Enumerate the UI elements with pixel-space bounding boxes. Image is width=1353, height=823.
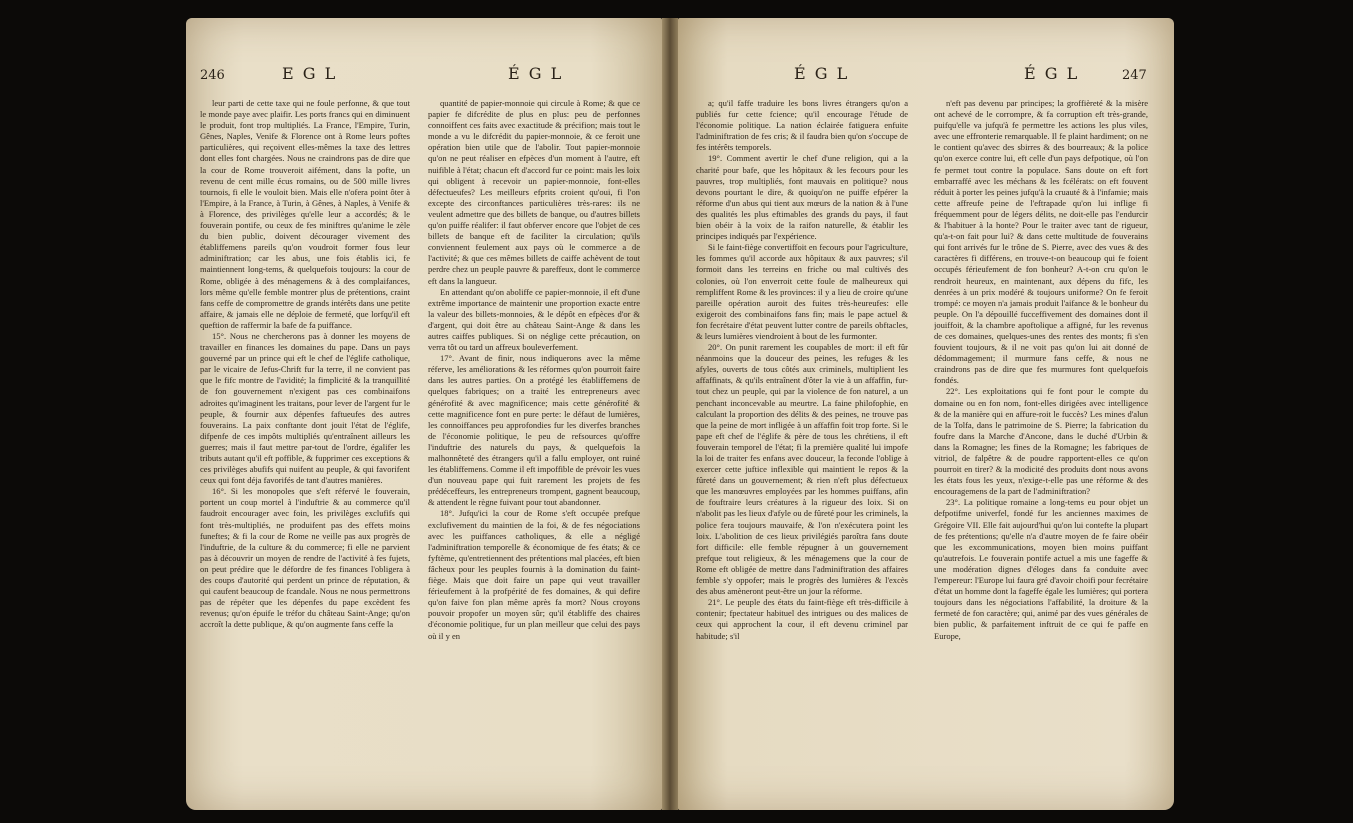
right-column-2 [934,98,1148,806]
paragraph: 19°. Comment avertir le chef d'une religion, qui a la charité pour bafe, que les hôpitaux & les fecours pour les pauvres, trop multipliés, font mauvais en politique? nous devons pourtant le dire, & quoiqu'on ne puiffe efpérer la réforme d'un abus qui tient aux mœurs de la nation & à l'une des qualités les plus eftimables des grands du pays, il faut bien obéir à la voix de la raifon naturelle, & établir les principes indiqués par l'expérience. [696,153,908,242]
paragraph: quantité de papier-monnoie qui circule à Rome; & que ce papier fe difcrédite de plus en plus: peu de perfonnes connoiffent ces faits avec exactitude & précifion; mais tout le monde a vu le difcrédit du papier-monnoie, & ce feroit une opération bien utile que de l'abolir. Tout papier-monnoie qu'on ne peut réaliser en efpèces d'un moment à l'autre, eft nuifible à l'état; chacun eft d'accord fur ce point: mais les loix qui obligent à recevoir un papier-monnoie, font-elles défectueufes? Les meilleurs efprits croient qu'oui, fi l'on excepte des circonftances particulières très-rares: ils ne veulent admettre que des billets de banque, ou d'autres billets qu'on puiffe réalifer: il faut obferver encore que l'objet de ces billets de banque eft de faciliter la circulation; qu'ils conviennent feulement aux pays où le commerce a de l'activité; & que ces mêmes billets de caiffe achèvent de tout perdre chez un peuple pauvre & pareffeux, dont le commerce eft dans la langueur. [428,98,640,286]
paragraph: a; qu'il faffe traduire les bons livres étrangers qu'on a publiés fur cette fcience; qu'il encourage l'étude de l'économie politique. La nation éclairée fatiguera enfuite l'adminiftration de fes cris; & il faudra bien qu'on s'occupe de fes intérêts temporels. [696,98,908,153]
paragraph: 22°. Les exploitations qui fe font pour le compte du domaine ou en fon nom, font-elles dirigées avec intelligence & de la manière qui en affure-roit le fuccès? Les mines d'alun de la Tolfa, dans le patrimoine de S. Pierre; la fabrication du foufre dans la Marche d'Ancone, dans le duché d'Urbin & dans la Romagne; les fines de la Romagne; les fabriques de vitriol, de falpêtre & de poudre rapportent-elles ce qu'on pourroit en tirer? & la modicité des produits dont nous avons les états fous les yeux, n'exige-t-elle pas une réforme & des encouragemens de la part de l'adminiftration? [934,386,1148,497]
paragraph: leur parti de cette taxe qui ne foule perfonne, & que tout le monde paye avec plaifir. Les ports francs qui en diminuent le produit, font trop multipliés. La France, l'Empire, Turin, Gênes, Naples, Venife & Florence ont à Rome leurs poftes particulières, qui reçoivent elles-mêmes la taxe des lettres dont elles font chargées. Nous ne craindrons pas de dire que la cour de Rome trouveroit aifément, dans la pofte, un revenu de cent mille écus romains, ou de 500 mille livres tournois, fi elle le vouloit bien. Mais elle n'ofera point ôter à l'Empire, à la France, à Turin, à Gênes, à Naples, à Venife & à Florence, des privilèges qu'elle leur a accordés; & le fouverain pontife, ou ceux de fes miniftres qu'anime le zèle du bien public, doivent décourager vivement des établiffemens pareils qu'on voudroit former fous leur adminiftration; car les abus, une fois établis ici, fe maintiennent long-tems, & quelquefois toujours: la cour de Rome, obligée à des ménagemens & à des complaifances, lors même qu'elle femble montrer plus de prétentions, craint fans ceffe de compromettre de grands intérêts dans une petite affaire, & jamais elle ne déploie de fermeté, que lorfqu'il eft queftion de raffermir la bafe de fa puiffance. [200,98,410,330]
book-gutter [662,18,678,810]
right-column-1 [696,98,908,806]
right-page-number: 247 [1122,68,1147,83]
paragraph: 16°. Si les monopoles que s'eft réfervé le fouverain, portent un coup mortel à l'induftrie & au commerce qu'il faudroit encourager avec foin, les privilèges exclufifs qui font très-multipliés, ne produifent pas des effets moins funeftes; & fi la cour de Rome ne veille pas aux progrès de l'induftrie, de la culture & du commerce; fi elle ne parvient pas à découvrir un moyen de rendre de l'activité à fes fujets, on peut prédire que le défordre de fes finances l'obligera à des coups d'autorité qui perdent un prince de réputation, & qui caufent beaucoup de fcandale. Nous ne nous permettrons pas de répéter que les dépenfes du pape excèdent fes revenus; qu'on épuife le tréfor du château Saint-Ange; qu'on accroît la dette publique, & qu'on augmente fans ceffe la [200,486,410,630]
paragraph: 23°. La politique romaine a long-tems eu pour objet un defpotifme univerfel, fondé fur les anciennes maximes de Grégoire VII. Elle fait aujourd'hui qu'on lui contefte la plupart de fes prétentions; qu'elle n'a d'autre moyen de fe faire obéir que les excommunications, moyen bien moins puiffant qu'autrefois. Le fouverain pontife actuel a mis une fageffe & une modération dignes d'éloges dans fa conduite avec l'empereur: l'Europe lui faura gré d'avoir choifi pour fecrétaire d'état un homme dont la fageffe égale les lumières; qui portera toujours dans les négociations l'affabilité, la droiture & la fermeté de fon caractère; qui, animé par des vues générales de bien public, & parfaitement inftruit de ce qui fe paffe en Europe, [934,497,1148,641]
left-column-1 [200,98,410,806]
left-column-2 [428,98,640,806]
paragraph: 15°. Nous ne chercherons pas à donner les moyens de travailler en finances les domaines du pape. Dans un pays gouverné par un prince qui eft le chef de l'églife catholique, par le vicaire de Jefus-Chrift fur la terre, il ne convient pas que le fifc montre de l'avidité; la fimplicité & la tranquillité de fon gouvernement n'exigent pas ces combinaifons adroites qu'imaginent les traitans, pour lever de l'argent fur le peuple, & fournir aux dépenfes faftueufes des autres fouverains. La paix conftante dont jouit l'état de l'églife, difpenfe de ces impôts multipliés qu'entraînent ailleurs les guerres; mais il faut mettre par-tout de l'ordre, égalifer les tributs autant qu'il eft poffible, & fupprimer ces exceptions & ces privilèges abufifs qui nuifent au peuple, & qui favorifent ceux qui font déja favorifés de tant d'autres manières. [200,330,410,486]
right-page [678,18,1174,810]
paragraph: En attendant qu'on aboliffe ce papier-monnoie, il eft d'une extrême importance de maintenir une proportion exacte entre la valeur des billets-monnoies, & le dépôt en efpèces d'or & d'argent, qui doit être au château Saint-Ange & dans les autres caiffes publiques. Si on néglige cette précaution, on verra tôt ou tard un affreux bouleverfement. [428,286,640,353]
paragraph: 21°. Le peuple des états du faint-fiège eft très-difficile à contenir; fpectateur habituel des intrigues ou des malices de ceux qui approchent la cour, il eft devenu criminel par habitude; s'il [696,597,908,641]
left-header-right: É G L [508,64,564,83]
left-page [186,18,662,810]
paragraph: Si le faint-fiège convertiffoit en fecours pour l'agriculture, les fommes qu'il accorde aux hôpitaux & aux pauvres; s'il formoit dans les terreins en friche ou mal cultivés des colonies, où l'on enverroit cette foule de malheureux qui rempliffent Rome & les provinces: il y a lieu de croire qu'une pareille opération auroit des fuites très-heureufes: elle exigeroit des combinaifons fans fin; mais le pape actuel & fon fecrétaire d'état peuvent lutter contre de pareils obftacles, & leurs lumières viendroient à bout de les furmonter. [696,242,908,341]
paragraph: 17°. Avant de finir, nous indiquerons avec la même réferve, les améliorations & les réformes qu'on pourroit faire dans les autres parties. On a protégé les établiffemens de quelques fabriques; on a traité les entrepreneurs avec générofité & avec magnificence; mais cette générofité & cette magnificence font en pure perte: le défaut de lumières, les connoiffances peu approfondies fur les diverfes branches de l'économie politique, le peu de refsources qu'offre l'induftrie des naturels du pays, & quelquefois la malhonnêteté des étrangers qu'il a fallu employer, ont ruiné les établiffemens. Comme il eft impoffible de prévoir les vues d'un nouveau pape qui fuit rarement les projets de fes prédéceffeurs, les entrepreneurs trompent, gagnent beaucoup, & attendent le règne fuivant pour tout abandonner. [428,353,640,508]
right-header-right: É G L [1024,64,1080,83]
paragraph: 18°. Jufqu'ici la cour de Rome s'eft occupée prefque exclufivement du maintien de la foi, & de fes négociations avec les puiffances catholiques, & elle a négligé l'adminiftration temporelle & économique de fes états; & ce fyftème, qu'entretiennent des prétentions mal placées, eft bien fâcheux pour les peuples fournis à la domination du faint-fiège. Mais que doit faire un pape qui veut travailler férieufement à la profpérité de fes domaines, & qui defire qu'on faive fon plan même après fa mort? Nous croyons pouvoir propofer un moyen sûr; qu'il établiffe des chaires d'économie politique, fur un plan meilleur que celui des pays où il y en [428,508,640,641]
left-page-number: 246 [200,68,225,83]
paragraph: 20°. On punit rarement les coupables de mort: il eft fûr néanmoins que la douceur des peines, les refuges & les afyles, ouverts de tous côtés aux criminels, multiplient les affaffinats, & qu'ils entraînent d'ôter la vie à un affaffin, fur-tout chez un peuple, qui par la violence de fon naturel, a un penchant inconcevable au meurtre. La faine philofophie, en calculant la proportion des délits & des peines, ne trouve pas que la peine de mort infligée à un affaffin foit trop forte. Si le pape eft chef de l'églife & père de tous les chrétiens, il eft fouverain temporel de l'état; fi la première qualité lui impofe la loi de traiter fes enfans avec douceur, la feconde l'oblige à exercer cette juftice inflexible qui maintient le repos & la fûreté dans un gouvernement; & rien n'eft plus défectueux que les manœuvres employées par les hommes puiffans, afin de fouftraire leurs créatures à la rigueur des loix. Si on n'abolit pas les lieux d'afyle ou de fûreté pour les criminels, la police fera toujours mauvaife, & l'on n'exécutera point les loix. L'abolition de ces lieux privilégiés paroîtra fans doute fort difficile: elle femble répugner à un gouvernement prefque tout religieux, & les ménagemens que la cour de Rome eft obligée de mettre dans l'adminiftration des affaires femble s'y oppofer; mais le progrès des lumières & l'excès des abus amèneront peut-être un jour la réforme. [696,342,908,597]
paragraph: n'eft pas devenu par principes; la groffièreté & la misère ont achevé de le corrompre, & fa corruption eft très-grande, puifqu'elle va jufqu'à fe permettre les actions les plus viles, avec une effronterie remarquable. Il fe plaint hardiment; on ne le contient qu'avec des sbirres & des bourreaux; & la police qu'on exerce contre lui, eft celle d'un pays defpotique, où l'on fe permet tout contre la populace. Sans doute on eft fort embarraffé avec les méchans & les fcélérats: on eft fouvent réduit à porter les peines jufqu'à la cruauté & à l'infamie; mais cette affreufe peine de l'eftrapade qu'on lui inflige fi fréquemment pour de légers délits, ne doit-elle pas l'endurcir & l'habituer à la honte? Pour le traiter avec tant de rigueur, qu'a-t-on fait pour lui? & dans cette multitude de fouverains qui font arrivés fur le trône de S. Pierre, avec des vues & des caractères fi différens, en trouve-t-on beaucoup qui fe foient occupés férieufement de fon bonheur? A-t-on cru qu'on le rendroit heureux, en maintenant, aux dépens du fifc, les denrées à un prix modéré & toujours uniforme? On fe feroit trompé: ce moyen n'a jamais produit l'aifance & le bonheur du peuple. On l'a dépouillé fucceffivement des domaines dont il jouiffoit, & la chambre apoftolique a affigné, fur les revenus de ces domaines, quelques-unes des rentes des monts; fi s'en fouvient toujours, & il ne voit pas qu'on lui ait donné de dédommagement; il murmure fans ceffe, & nous ne craindrons pas de dire que fes murmures font quelquefois fondés. [934,98,1148,386]
right-header-left: É G L [794,64,850,83]
left-header-left: E G L [282,64,338,83]
